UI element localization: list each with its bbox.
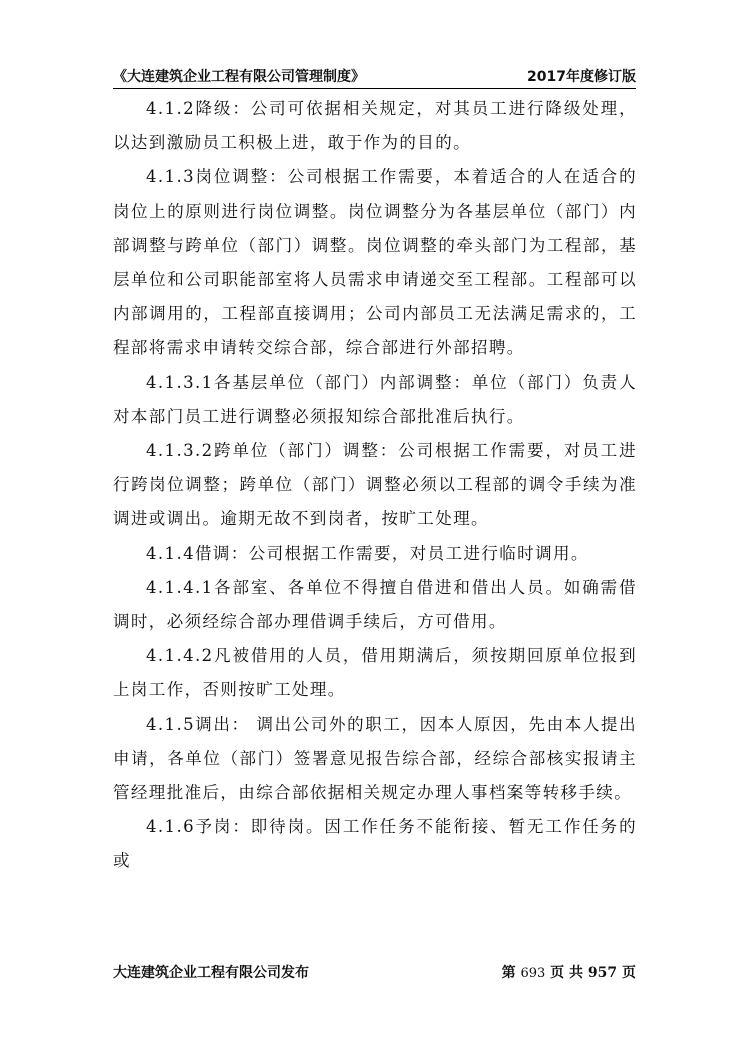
page-number: 693 [520,966,546,981]
publisher-label: 大连建筑企业工程有限公司发布 [113,965,309,981]
paragraph-4-1-4-2: 4.1.4.2凡被借用的人员，借用期满后，须按期回原单位报到上岗工作，否则按旷工处理。 [113,646,637,700]
paragraph-4-1-3-1: 4.1.3.1各基层单位（部门）内部调整：单位（部门）负责人对本部门员工进行调整必须报知综合部批准后执行。 [113,372,637,426]
page-prefix: 第 [501,965,516,981]
page-header [113,64,636,86]
paragraph-4-1-5: 4.1.5调出： 调出公司外的职工，因本人原因，先由本人提出申请，各单位（部门）签署意见报告综合部，经综合部核实报请主管经理批准后，由综合部依据相关规定办理人事档案等转移手续。 [113,714,637,803]
paragraph-4-1-3-2: 4.1.3.2跨单位（部门）调整：公司根据工作需要，对员工进行跨岗位调整；跨单位（部门）调整必须以工程部的调令手续为准调进或调出。逾期无故不到岗者，按旷工处理。 [113,441,637,529]
page-mid: 页 共 [550,965,584,981]
page-total: 957 [587,965,618,981]
page-suffix: 页 [622,965,636,981]
header-divider [113,88,636,89]
document-body [113,92,637,879]
page-counter [502,962,636,982]
paragraph-4-1-6: 4.1.6予岗：即待岗。因工作任务不能衔接、暂无工作任务的或 [113,817,637,871]
paragraph-4-1-4: 4.1.4借调：公司根据工作需要，对员工进行临时调用。 [146,543,589,563]
paragraph-4-1-2: 4.1.2降级：公司可依据相关规定，对其员工进行降级处理，以达到激励员工积极上进，敢于作为的目的。 [113,99,637,153]
document-title: 《大连建筑企业工程有限公司管理制度》 [113,69,365,85]
version-label: 2017年度修订版 [527,69,636,85]
page-footer [113,962,636,982]
paragraph-4-1-4-1: 4.1.4.1各部室、各单位不得擅自借进和借出人员。如确需借调时，必须经综合部办理借调手续后，方可借用。 [113,577,637,632]
paragraph-4-1-3: 4.1.3岗位调整：公司根据工作需要，本着适合的人在适合的岗位上的原则进行岗位调整。岗位调整分为各基层单位（部门）内部调整与跨单位（部门）调整。岗位调整的牵头部门为工程部，基层单位和公司职能部室将人员需求申请递交至工程部。工程部可以内部调用的，工程部直接调用；公司内部员工无法满足需求的，工程部将需求申请转交综合部，综合部进行外部招聘。 [113,167,637,358]
